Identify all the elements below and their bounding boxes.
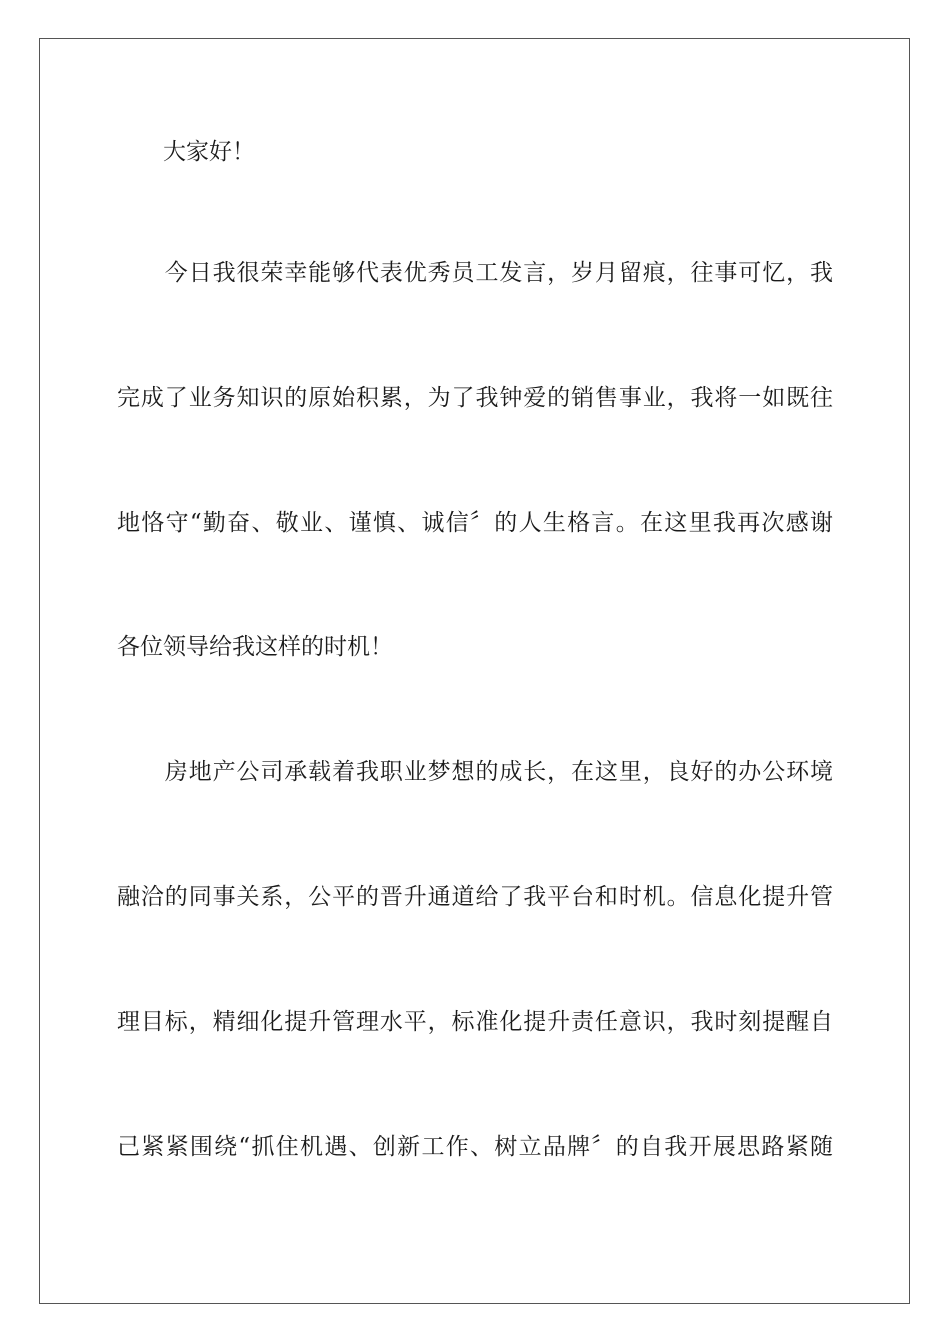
page-border	[39, 38, 910, 1304]
paragraph-2-line-1: 房地产公司承载着我职业梦想的成长，在这里，良好的办公环境	[117, 759, 833, 785]
paragraph-1-line-2: 完成了业务知识的原始积累，为了我钟爱的销售事业，我将一如既往	[117, 385, 833, 411]
paragraph-1-line-1: 今日我很荣幸能够代表优秀员工发言，岁月留痕，往事可忆，我	[117, 260, 833, 286]
paragraph-1-line-4: 各位领导给我这样的时机！	[117, 634, 393, 660]
paragraph-2-line-2: 融洽的同事关系，公平的晋升通道给了我平台和时机。信息化提升管	[117, 884, 833, 910]
paragraph-2-line-4: 己紧紧围绕“抓住机遇、创新工作、树立品牌〞的自我开展思路紧随	[117, 1134, 833, 1160]
greeting-line: 大家好！	[117, 139, 255, 165]
paragraph-2-line-3: 理目标，精细化提升管理水平，标准化提升责任意识，我时刻提醒自	[117, 1009, 833, 1035]
paragraph-1-line-3: 地恪守“勤奋、敬业、谨慎、诚信〞的人生格言。在这里我再次感谢	[117, 510, 833, 536]
